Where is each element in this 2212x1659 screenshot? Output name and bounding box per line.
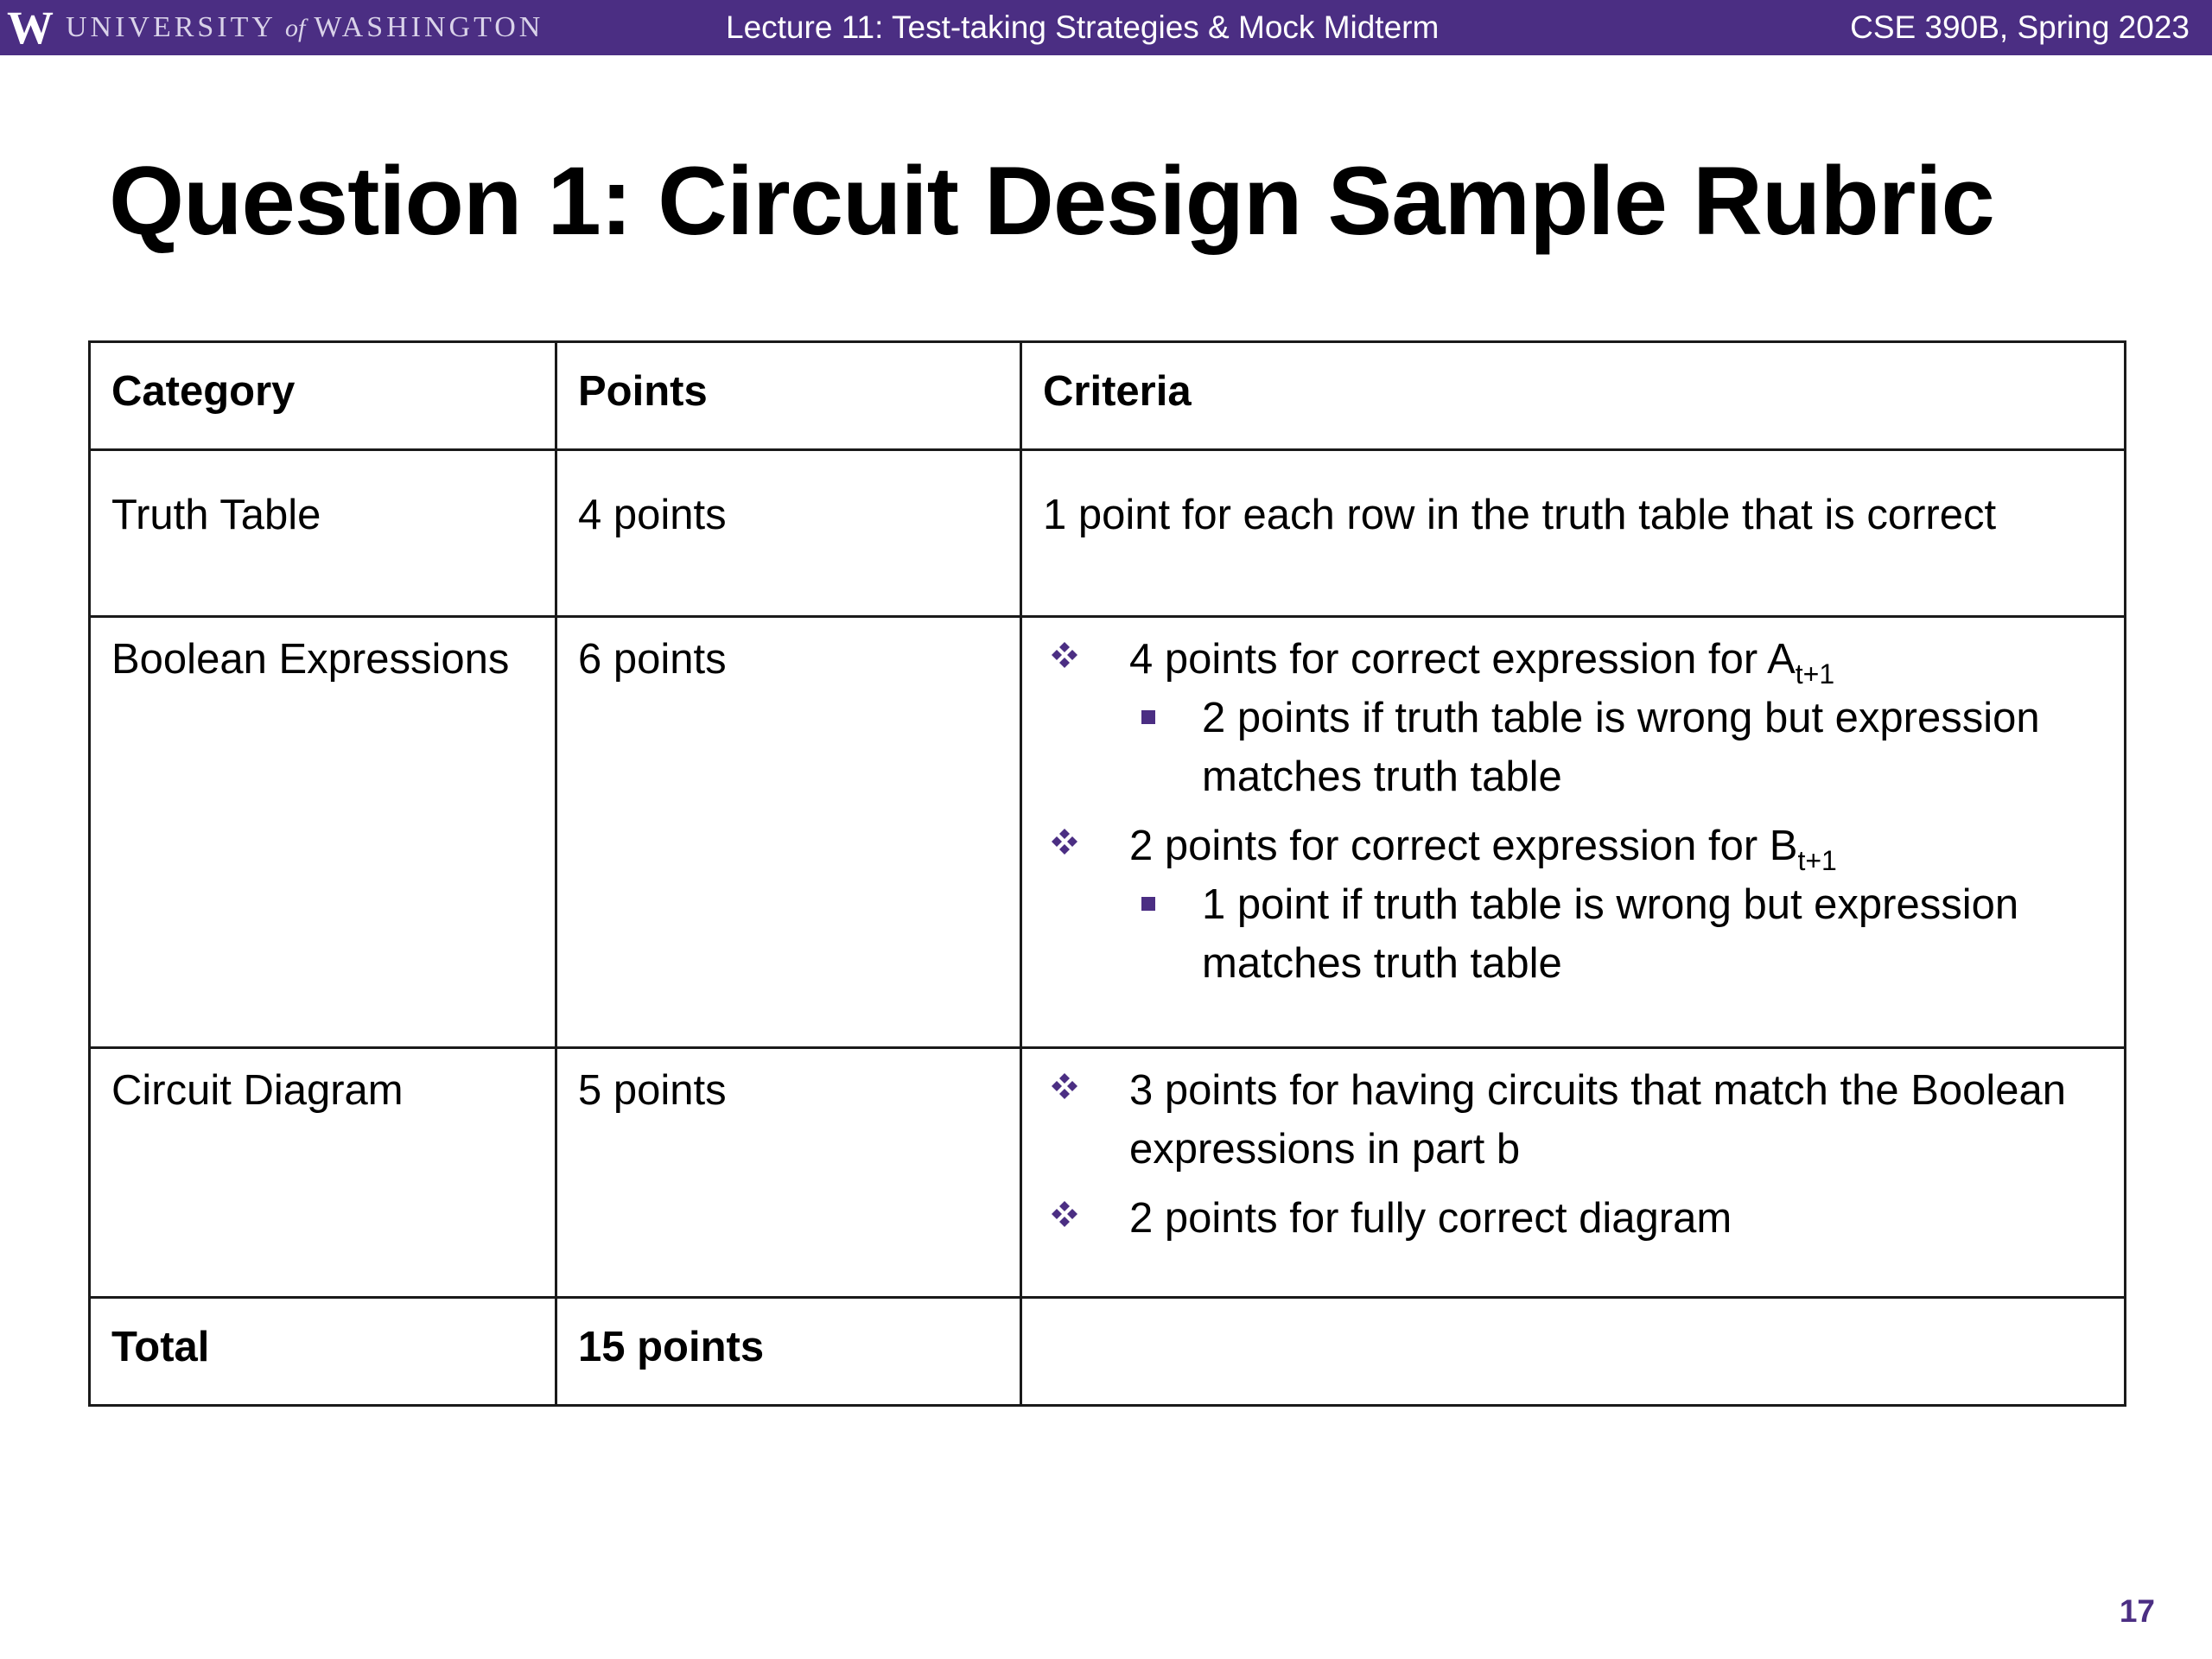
criteria-a-subscript: t+1 xyxy=(1795,658,1835,690)
criteria-sublist-b xyxy=(1129,875,2103,993)
criteria-sublist-a xyxy=(1129,689,2103,806)
cell-criteria-boolean xyxy=(1021,617,2126,1048)
cell-category-circuit: Circuit Diagram xyxy=(90,1048,556,1298)
criteria-list-boolean xyxy=(1043,630,2103,993)
square-bullet-icon xyxy=(1141,897,1155,911)
header-category: Category xyxy=(90,342,556,450)
university-logo xyxy=(7,0,543,55)
cell-criteria-circuit xyxy=(1021,1048,2126,1298)
four-diamond-bullet-icon xyxy=(1043,1189,1086,1248)
university-name xyxy=(66,0,543,56)
four-diamond-bullet-icon xyxy=(1043,1061,1086,1120)
criteria-subitem-b xyxy=(1129,875,2103,993)
lecture-title: Lecture 11: Test-taking Strategies & Mock Midterm xyxy=(726,10,1440,45)
table-row-truth-table xyxy=(90,450,2126,617)
cell-category-boolean: Boolean Expressions xyxy=(90,617,556,1048)
cell-points-truth-table: 4 points xyxy=(556,450,1021,617)
four-diamond-bullet-icon xyxy=(1043,630,1086,689)
cell-category-truth-table: Truth Table xyxy=(90,450,556,617)
header-bar xyxy=(0,0,2212,55)
cell-criteria-truth-table: 1 point for each row in the truth table that is correct xyxy=(1021,450,2126,617)
table-row-circuit-diagram xyxy=(90,1048,2126,1298)
criteria-subitem-a-text: 2 points if truth table is wrong but expression matches truth table xyxy=(1202,695,2040,800)
cell-points-boolean: 6 points xyxy=(556,617,1021,1048)
criteria-item-circuit-2 xyxy=(1043,1189,2103,1248)
header-points: Points xyxy=(556,342,1021,450)
criteria-a-text: 4 points for correct expression for A xyxy=(1129,636,1796,683)
course-label: CSE 390B, Spring 2023 xyxy=(1850,10,2190,45)
cell-criteria-total xyxy=(1021,1298,2126,1406)
cell-points-circuit: 5 points xyxy=(556,1048,1021,1298)
criteria-subitem-b-text: 1 point if truth table is wrong but expression matches truth table xyxy=(1202,881,2019,987)
page-number: 17 xyxy=(2119,1593,2155,1629)
criteria-list-circuit xyxy=(1043,1061,2103,1248)
rubric-table xyxy=(88,340,2126,1407)
uw-w-logo-icon: W xyxy=(7,2,54,54)
cell-category-total: Total xyxy=(90,1298,556,1406)
criteria-circuit-2-text: 2 points for fully correct diagram xyxy=(1129,1195,1732,1242)
table-row-boolean-expressions xyxy=(90,617,2126,1048)
header-criteria: Criteria xyxy=(1021,342,2126,450)
slide-title: Question 1: Circuit Design Sample Rubric xyxy=(109,147,1994,255)
criteria-subitem-a xyxy=(1129,689,2103,806)
criteria-item-circuit-1 xyxy=(1043,1061,2103,1179)
university-name-part-2: WASHINGTON xyxy=(314,10,544,43)
university-name-part-1: UNIVERSITY xyxy=(66,10,276,43)
table-header-row xyxy=(90,342,2126,450)
university-name-of: of xyxy=(284,13,306,42)
criteria-b-subscript: t+1 xyxy=(1797,845,1837,876)
criteria-item-a xyxy=(1043,630,2103,806)
criteria-b-text: 2 points for correct expression for B xyxy=(1129,823,1798,869)
square-bullet-icon xyxy=(1141,710,1155,724)
four-diamond-bullet-icon xyxy=(1043,817,1086,875)
criteria-circuit-1-text: 3 points for having circuits that match the Boolean expressions in part b xyxy=(1129,1067,2067,1173)
table-row-total xyxy=(90,1298,2126,1406)
criteria-item-b xyxy=(1043,817,2103,993)
cell-points-total: 15 points xyxy=(556,1298,1021,1406)
